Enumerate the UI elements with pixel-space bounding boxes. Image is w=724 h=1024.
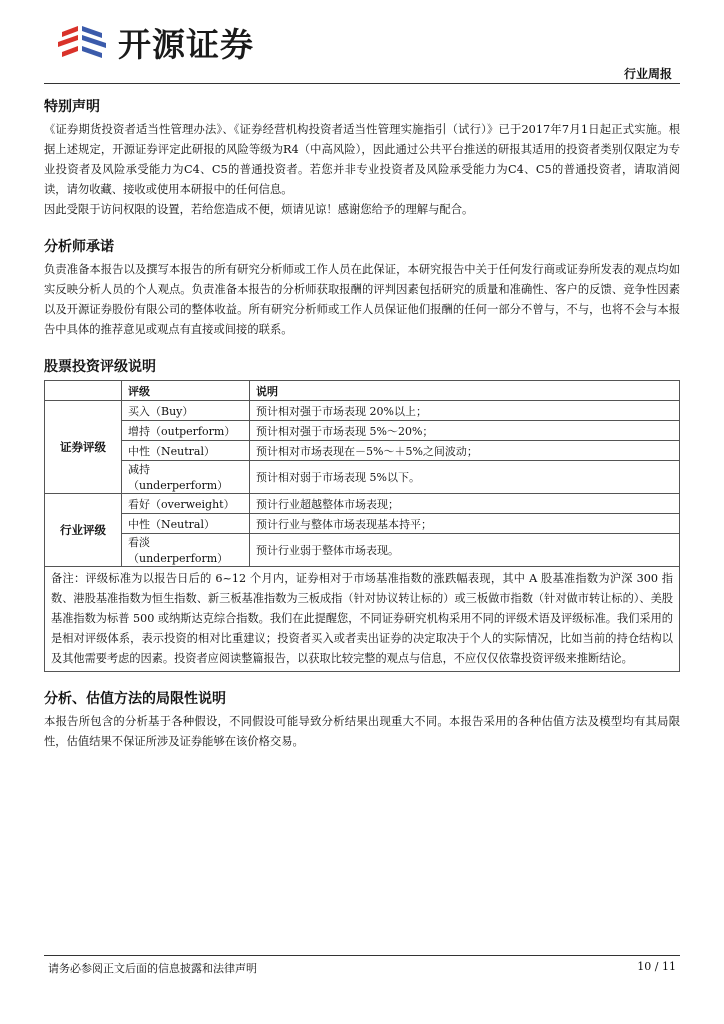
brand-logo bbox=[58, 22, 254, 62]
rating-level: 中性（Neutral） bbox=[122, 514, 250, 534]
valuation-limitation-section bbox=[44, 688, 680, 752]
table-row bbox=[45, 534, 680, 567]
rating-section bbox=[44, 356, 680, 672]
rating-desc: 预计相对市场表现在－5%～＋5%之间波动； bbox=[250, 441, 680, 461]
table-row bbox=[45, 514, 680, 534]
kaiyuan-logo-icon bbox=[58, 22, 112, 62]
header-divider bbox=[44, 83, 680, 84]
rating-table bbox=[44, 380, 680, 672]
table-row bbox=[45, 421, 680, 441]
industry-rating-category: 行业评级 bbox=[45, 494, 122, 567]
table-row bbox=[45, 567, 680, 672]
stock-rating-category: 证券评级 bbox=[45, 401, 122, 494]
header-empty-cell bbox=[45, 381, 122, 401]
table-row bbox=[45, 401, 680, 421]
analyst-commitment-section bbox=[44, 236, 680, 340]
brand-name: 开源证券 bbox=[118, 24, 254, 64]
rating-desc: 预计行业弱于整体市场表现。 bbox=[250, 534, 680, 567]
table-row bbox=[45, 494, 680, 514]
rating-desc: 预计相对强于市场表现 20%以上； bbox=[250, 401, 680, 421]
special-statement-section bbox=[44, 96, 680, 220]
section-title-valuation: 分析、估值方法的局限性说明 bbox=[44, 691, 226, 707]
rating-level: 减持（underperform） bbox=[122, 461, 250, 494]
rating-desc: 预计行业超越整体市场表现； bbox=[250, 494, 680, 514]
rating-desc: 预计行业与整体市场表现基本持平； bbox=[250, 514, 680, 534]
rating-level: 看好（overweight） bbox=[122, 494, 250, 514]
rating-desc: 预计相对强于市场表现 5%～20%； bbox=[250, 421, 680, 441]
header-level: 评级 bbox=[122, 381, 250, 401]
footer-divider bbox=[44, 955, 680, 956]
valuation-paragraph: 本报告所包含的分析基于各种假设，不同假设可能导致分析结果出现重大不同。本报告采用的各种估值方法及模型均有其局限性，估值结果不保证所涉及证券能够在该价格交易。 bbox=[44, 715, 680, 748]
rating-level: 增持（outperform） bbox=[122, 421, 250, 441]
footer-notice: 请务必参阅正文后面的信息披露和法律声明 bbox=[48, 962, 257, 975]
rating-note: 备注：评级标准为以报告日后的 6~12 个月内，证券相对于市场基准指数的涨跌幅表现，其中 A 股基准指数为沪深 300 指数、港股基准指数为恒生指数、新三板基准指数为三板成指（针对协议转让标的）或三板做市指数（针对做市转让标的）、美股基准指数为标普 500 或纳斯达克综合指数。我们在此提醒您，不同证券研究机构采用不同的评级术语及评级标准。我们采用的是相对评级体系，表示投资的相对比重建议；投资者买入或者卖出证券的决定取决于个人的实际情况，比如当前的持仓结构以及其他需要考虑的因素。投资者应阅读整篇报告，以获取比较完整的观点与信息，不应仅仅依靠投资评级来推断结论。 bbox=[45, 567, 680, 672]
section-title-rating: 股票投资评级说明 bbox=[44, 359, 156, 375]
main-content bbox=[44, 96, 680, 768]
page-number: 10 / 11 bbox=[637, 960, 676, 973]
header-desc: 说明 bbox=[250, 381, 680, 401]
rating-table-header bbox=[45, 381, 680, 401]
rating-level: 看淡（underperform） bbox=[122, 534, 250, 567]
table-row bbox=[45, 461, 680, 494]
rating-desc: 预计相对弱于市场表现 5%以下。 bbox=[250, 461, 680, 494]
special-statement-paragraph: 《证券期货投资者适当性管理办法》、《证券经营机构投资者适当性管理实施指引（试行）》已于2017年7月1日起正式实施。根据上述规定，开源证券评定此研报的风险等级为R4（中高风险），因此通过公共平台推送的研报其适用的投资者类别仅限定为专业投资者及风险承受能力为C4、C5的普通投资者。若您并非专业投资者及风险承受能力为C4、C5的普通投资者，请取消阅读，请勿收藏、接收或使用本研报中的任何信息。 bbox=[44, 123, 680, 196]
rating-level: 中性（Neutral） bbox=[122, 441, 250, 461]
section-title-special-statement: 特别声明 bbox=[44, 99, 100, 115]
report-type: 行业周报 bbox=[623, 67, 672, 81]
section-title-analyst-commitment: 分析师承诺 bbox=[44, 239, 114, 255]
rating-level: 买入（Buy） bbox=[122, 401, 250, 421]
table-row bbox=[45, 441, 680, 461]
special-statement-apology: 因此受限于访问权限的设置，若给您造成不便，烦请见谅！感谢您给予的理解与配合。 bbox=[44, 203, 474, 216]
analyst-commitment-paragraph: 负责准备本报告以及撰写本报告的所有研究分析师或工作人员在此保证，本研究报告中关于任何发行商或证券所发表的观点均如实反映分析人员的个人观点。负责准备本报告的分析师获取报酬的评判因素包括研究的质量和准确性、客户的反馈、竞争性因素以及开源证券股份有限公司的整体收益。所有研究分析师或工作人员保证他们报酬的任何一部分不曾与，不与，也将不会与本报告中具体的推荐意见或观点有直接或间接的联系。 bbox=[44, 263, 680, 336]
